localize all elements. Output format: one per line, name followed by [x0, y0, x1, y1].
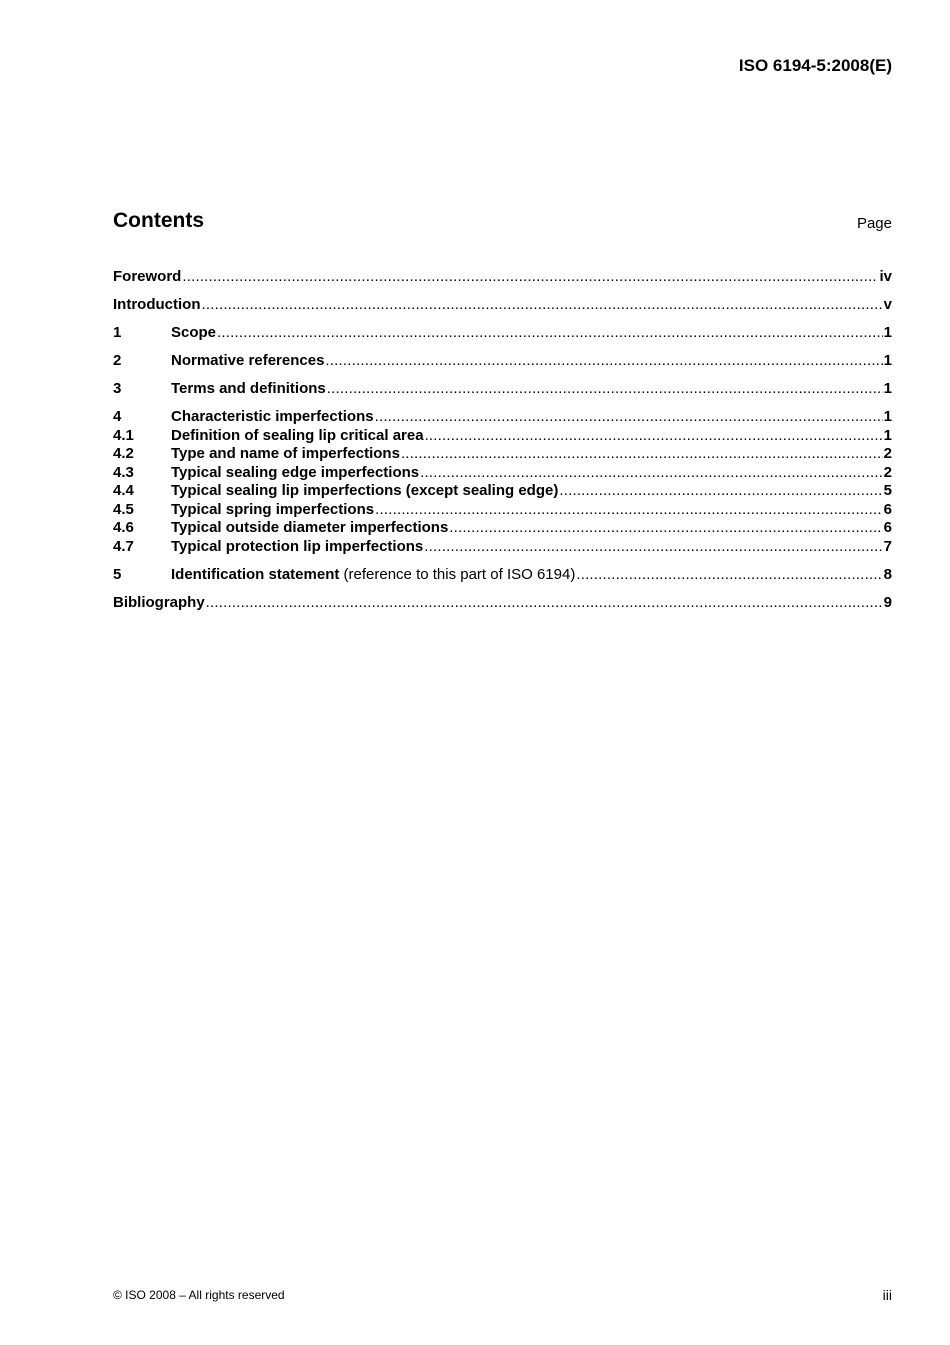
toc-entry-type-and-name[interactable]	[113, 445, 892, 464]
toc-entry-title: Scope	[171, 324, 217, 341]
toc-dot-leader	[449, 519, 882, 538]
toc-entry-title: Typical spring imperfections	[171, 500, 375, 518]
toc-dot-leader	[217, 324, 883, 343]
toc-dot-leader	[325, 352, 882, 371]
toc-entry-number: 4.6	[113, 519, 134, 536]
toc-entry-identification-statement[interactable]	[113, 566, 892, 585]
page-column-label: Page	[856, 215, 892, 232]
toc-entry-page: 1	[883, 380, 892, 397]
document-identifier: ISO 6194-5:2008(E)	[738, 56, 892, 75]
toc-entry-number: 4.2	[113, 445, 134, 462]
toc-entry-title: Typical sealing lip imperfections (except sealing edge)	[171, 482, 559, 499]
toc-entry-number: 4.3	[113, 463, 134, 481]
toc-entry-page: 2	[883, 463, 892, 481]
toc-entry-page: iv	[879, 268, 892, 285]
toc-entry-characteristic-imperfections[interactable]	[113, 408, 892, 427]
toc-entry-protection-lip-imperfections[interactable]	[113, 538, 892, 557]
toc-entry-title: Normative references	[171, 352, 325, 369]
toc-entry-number: 4.4	[113, 482, 134, 499]
toc-entry-page: 2	[883, 445, 892, 462]
toc-entry-page: 8	[883, 565, 892, 583]
toc-entry-number: 4	[113, 408, 122, 425]
toc-entry-sealing-edge-imperfections[interactable]	[113, 464, 892, 483]
toc-entry-title: Bibliography	[113, 593, 205, 611]
toc-entry-page: 1	[883, 324, 892, 341]
toc-entry-title: Definition of sealing lip critical area	[171, 426, 424, 444]
toc-dot-leader	[375, 501, 883, 520]
toc-entry-title-suffix: (reference to this part of ISO 6194)	[343, 565, 576, 583]
toc-entry-number: 3	[113, 380, 122, 397]
toc-entry-page: 1	[883, 408, 892, 425]
toc-dot-leader	[201, 296, 882, 315]
toc-dot-leader	[420, 464, 883, 483]
contents-heading: Contents	[113, 209, 204, 232]
toc-entry-number: 4.5	[113, 500, 134, 518]
toc-entry-title: Foreword	[113, 268, 182, 285]
toc-entry-foreword[interactable]	[113, 268, 892, 287]
toc-entry-title-group	[171, 566, 575, 585]
toc-entry-sealing-lip-imperfections[interactable]	[113, 482, 892, 501]
toc-dot-leader	[327, 380, 883, 399]
toc-entry-title: Type and name of imperfections	[171, 445, 400, 462]
toc-entry-bibliography[interactable]	[113, 594, 892, 613]
toc-entry-outside-diameter-imperfections[interactable]	[113, 519, 892, 538]
toc-entry-page: 1	[883, 352, 892, 369]
toc-dot-leader	[425, 427, 883, 446]
footer-copyright: © ISO 2008 – All rights reserved	[113, 1288, 285, 1302]
toc-entry-page: v	[883, 296, 892, 313]
toc-entry-number: 1	[113, 324, 122, 341]
toc-entry-number: 4.7	[113, 537, 134, 555]
toc-dot-leader	[375, 408, 883, 427]
toc-entry-number: 5	[113, 565, 122, 583]
toc-entry-page: 9	[883, 593, 892, 611]
toc-dot-leader	[559, 482, 882, 501]
toc-entry-title: Identification statement	[171, 565, 340, 583]
toc-dot-leader	[424, 538, 882, 557]
toc-dot-leader	[182, 268, 878, 287]
table-of-contents	[113, 268, 892, 612]
footer-page-number: iii	[882, 1287, 892, 1303]
toc-entry-title: Typical outside diameter imperfections	[171, 519, 449, 536]
toc-entry-spring-imperfections[interactable]	[113, 501, 892, 520]
toc-entry-normative-references[interactable]	[113, 352, 892, 371]
toc-entry-title: Characteristic imperfections	[171, 408, 374, 425]
toc-entry-page: 6	[883, 519, 892, 536]
toc-entry-page: 7	[883, 537, 892, 555]
toc-entry-title: Introduction	[113, 296, 201, 313]
toc-entry-title: Typical sealing edge imperfections	[171, 463, 420, 481]
toc-entry-title: Terms and definitions	[171, 380, 326, 397]
toc-entry-scope[interactable]	[113, 324, 892, 343]
toc-entry-terms-and-definitions[interactable]	[113, 380, 892, 399]
toc-dot-leader	[206, 594, 883, 613]
toc-dot-leader	[401, 445, 883, 464]
toc-entry-page: 6	[883, 500, 892, 518]
toc-entry-number: 4.1	[113, 426, 134, 444]
toc-entry-title: Typical protection lip imperfections	[171, 537, 424, 555]
toc-entry-page: 5	[883, 482, 892, 499]
toc-dot-leader	[576, 566, 882, 585]
toc-entry-page: 1	[883, 426, 892, 444]
toc-entry-number: 2	[113, 352, 122, 369]
toc-entry-introduction[interactable]	[113, 296, 892, 315]
toc-entry-sealing-lip-critical-area[interactable]	[113, 427, 892, 446]
